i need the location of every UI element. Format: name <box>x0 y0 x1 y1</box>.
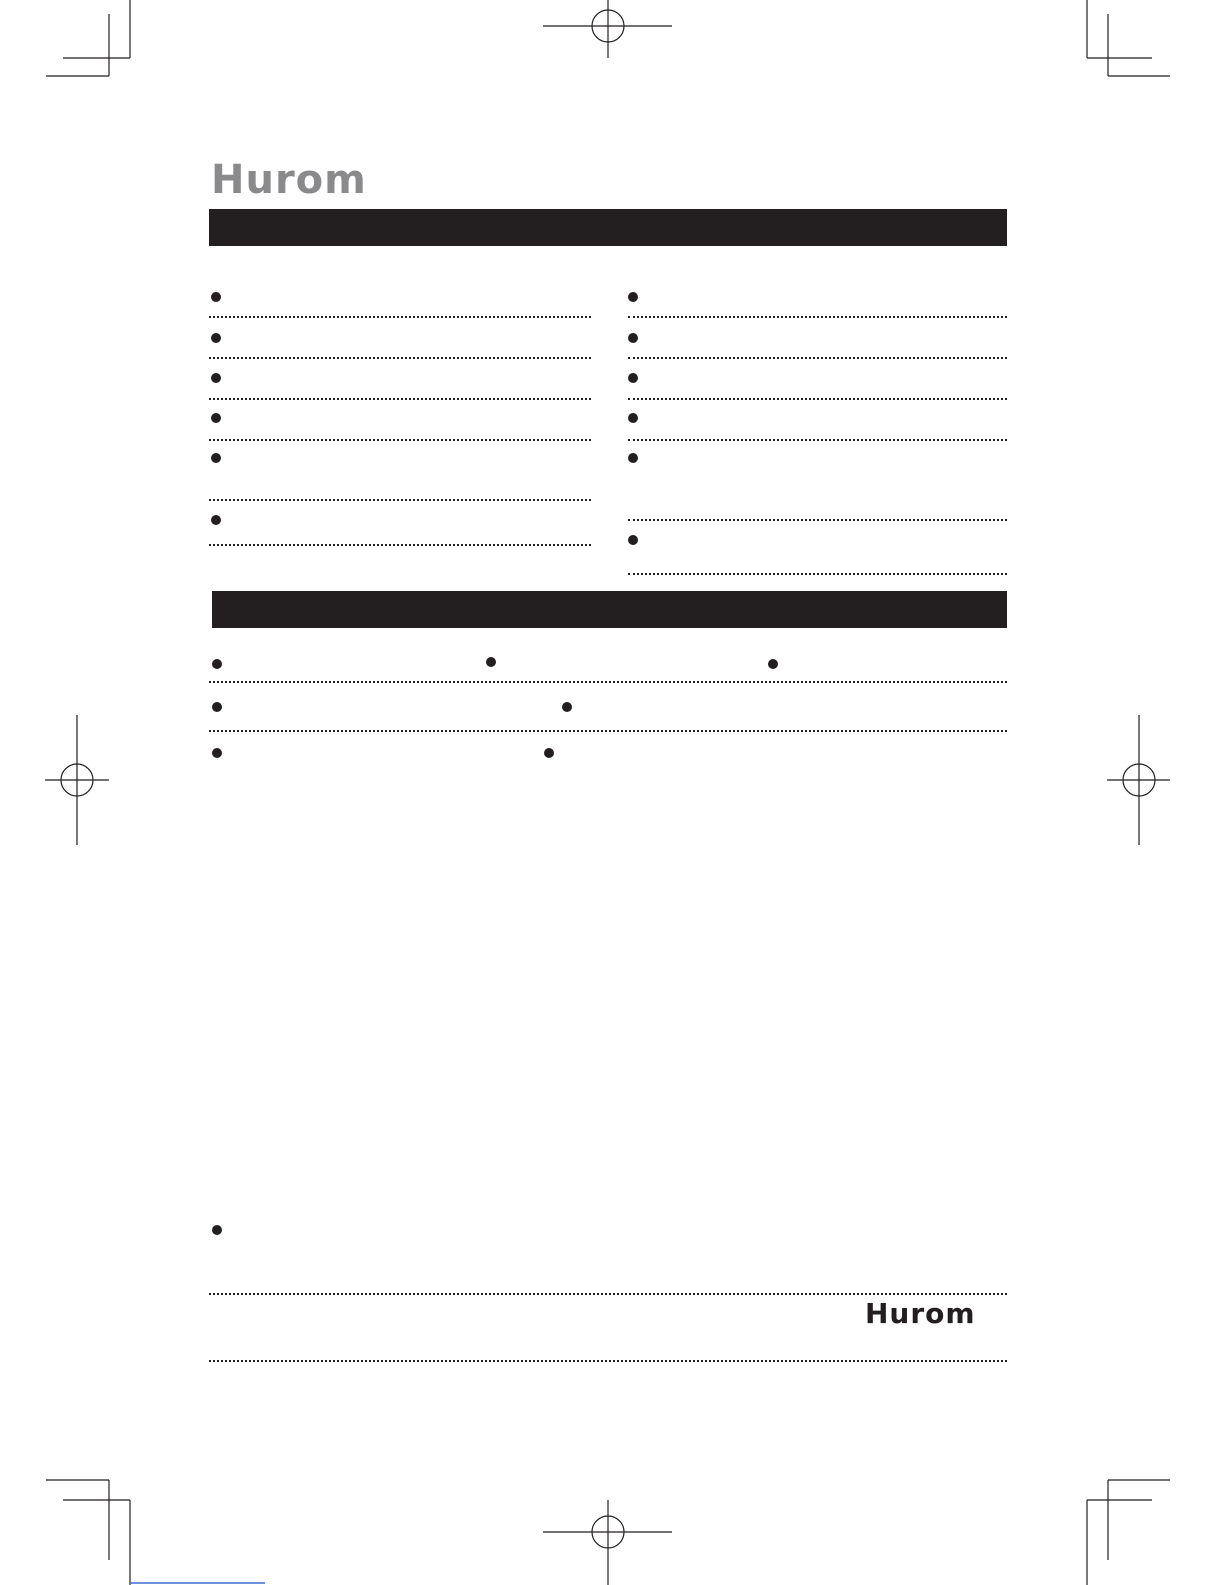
bullet-s2-row1-b <box>486 657 496 667</box>
bullet-right-2 <box>628 333 638 343</box>
footer-separator-bottom <box>209 1360 1007 1362</box>
separator-s2-row2 <box>209 730 1007 732</box>
bullet-right-1 <box>628 292 638 302</box>
separator-left-1 <box>209 316 591 318</box>
separator-left-5 <box>209 499 591 501</box>
separator-right-1 <box>628 316 1007 318</box>
bullet-left-5 <box>211 453 221 463</box>
separator-left-4 <box>209 439 591 441</box>
footer-brand-logo: Hurom <box>865 1297 976 1330</box>
bullet-right-5 <box>628 453 638 463</box>
bullet-s2-row3-a <box>212 748 222 758</box>
separator-left-2 <box>209 357 591 359</box>
bullet-right-3 <box>628 373 638 383</box>
bullet-left-1 <box>211 292 221 302</box>
bullet-left-2 <box>211 333 221 343</box>
bullet-right-6 <box>628 535 638 545</box>
separator-left-6 <box>209 544 591 546</box>
separator-right-3 <box>628 398 1007 400</box>
bullet-s2-row3-b <box>544 748 554 758</box>
separator-s2-row1 <box>209 681 1007 683</box>
footer-separator-top <box>209 1293 1007 1295</box>
bullet-bottom <box>212 1225 222 1235</box>
bullet-s2-row2-a <box>212 702 222 712</box>
separator-right-4 <box>628 439 1007 441</box>
section-header-bar-1 <box>209 209 1007 246</box>
bullet-s2-row1-c <box>768 659 778 669</box>
bullet-left-6 <box>211 515 221 525</box>
bullet-left-4 <box>211 413 221 423</box>
bullet-s2-row1-a <box>212 659 222 669</box>
separator-right-2 <box>628 357 1007 359</box>
separator-left-3 <box>209 398 591 400</box>
bullet-left-3 <box>211 373 221 383</box>
bullet-s2-row2-b <box>562 702 572 712</box>
brand-logo: Hurom <box>211 157 367 203</box>
separator-right-5 <box>628 519 1007 521</box>
section-header-bar-2 <box>212 591 1007 628</box>
bullet-right-4 <box>628 413 638 423</box>
separator-right-6 <box>628 573 1007 575</box>
